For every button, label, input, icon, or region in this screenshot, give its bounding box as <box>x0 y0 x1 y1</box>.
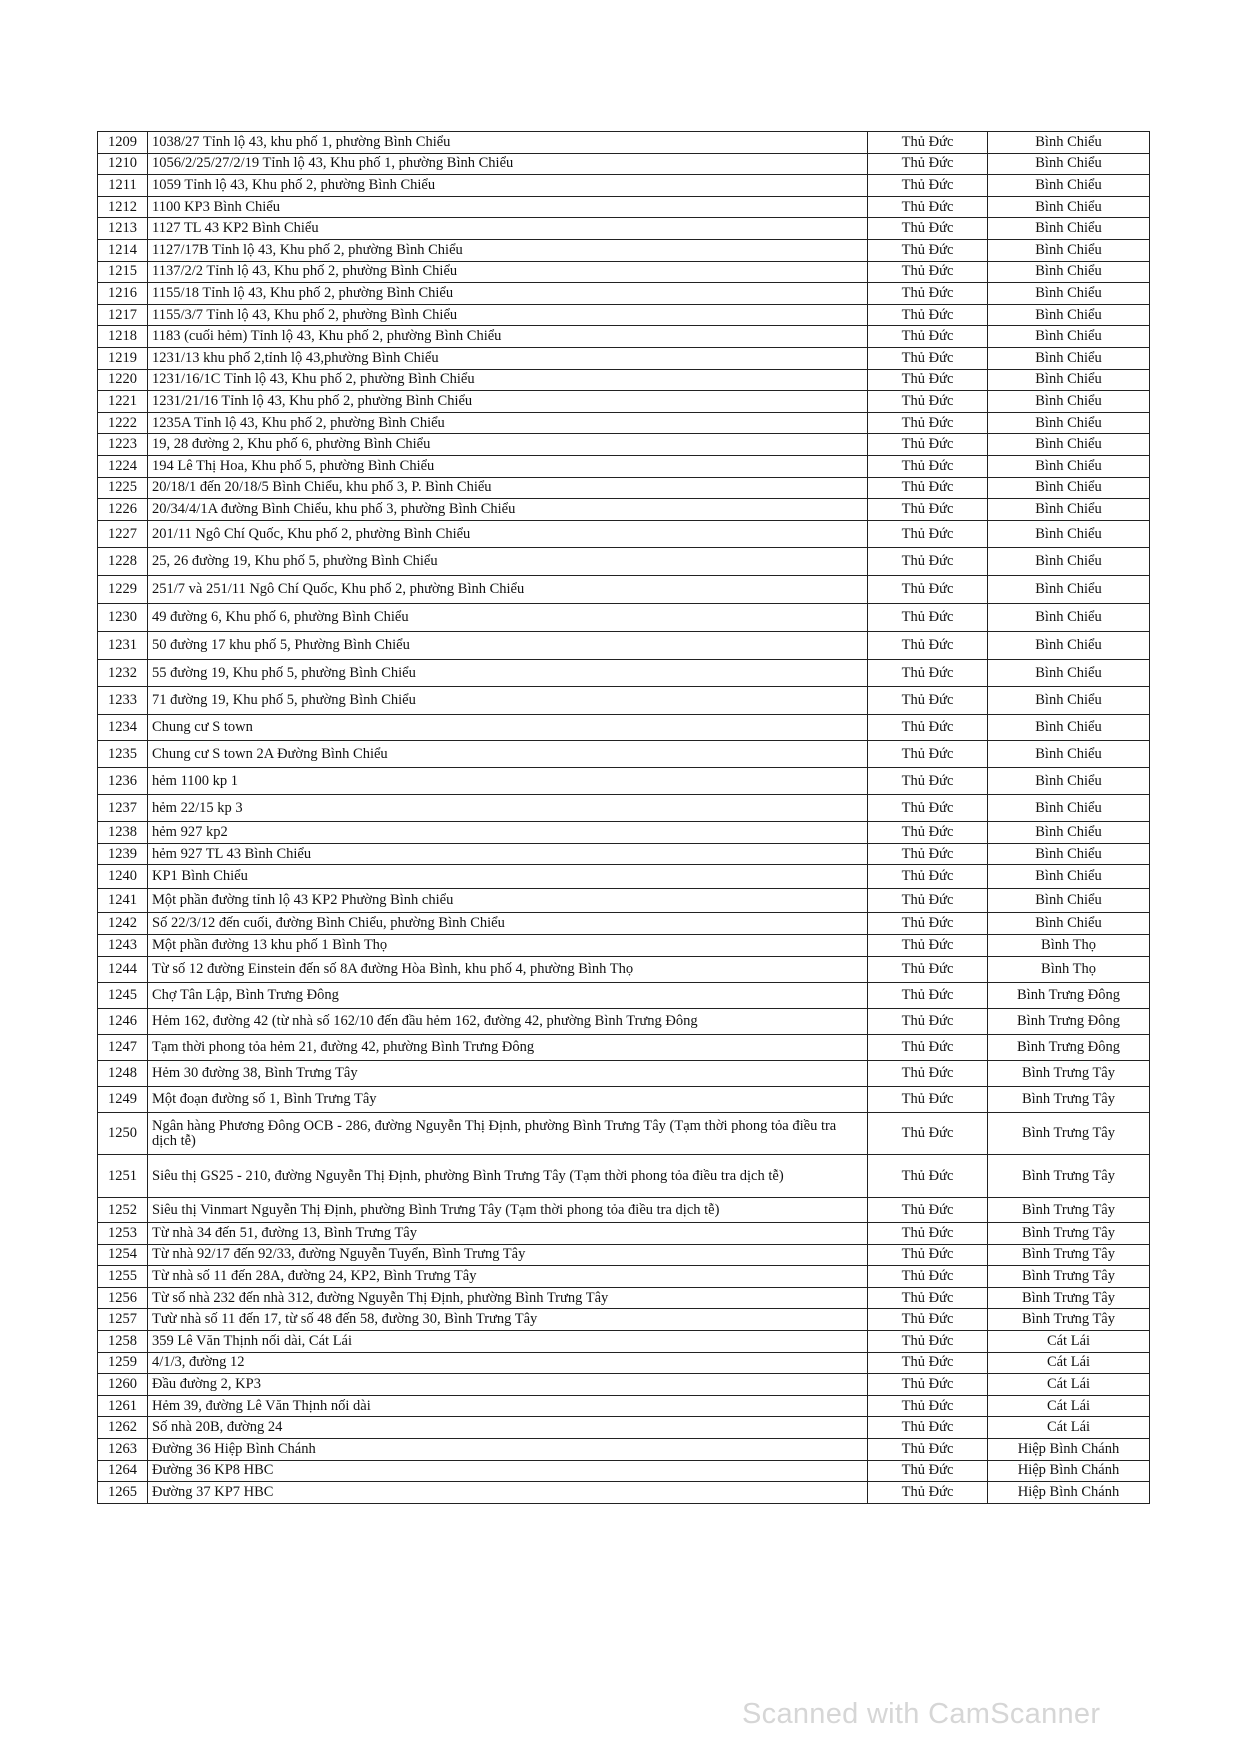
address-cell: 194 Lê Thị Hoa, Khu phố 5, phường Bình Chiểu <box>148 455 868 477</box>
row-number: 1215 <box>98 261 148 283</box>
row-number: 1221 <box>98 391 148 413</box>
ward-cell: Bình Chiểu <box>988 499 1150 521</box>
table-row <box>98 412 1150 434</box>
ward-cell: Bình Chiểu <box>988 604 1150 632</box>
address-cell: Hẻm 30 đường 38, Bình Trưng Tây <box>148 1061 868 1087</box>
address-cell: Từ số nhà 232 đến nhà 312, đường Nguyễn Thị Định, phường Bình Trưng Tây <box>148 1287 868 1309</box>
district-cell: Thủ Đức <box>868 1061 988 1087</box>
district-cell: Thủ Đức <box>868 889 988 913</box>
row-number: 1240 <box>98 865 148 889</box>
table-row <box>98 391 1150 413</box>
ward-cell: Bình Chiểu <box>988 715 1150 741</box>
ward-cell: Bình Chiểu <box>988 822 1150 844</box>
table-row <box>98 261 1150 283</box>
row-number: 1258 <box>98 1331 148 1353</box>
row-number: 1229 <box>98 576 148 604</box>
ward-cell: Bình Thọ <box>988 935 1150 957</box>
district-cell: Thủ Đức <box>868 326 988 348</box>
address-cell: Từ nhà 34 đến 51, đường 13, Bình Trưng Tây <box>148 1223 868 1245</box>
ward-cell: Hiệp Bình Chánh <box>988 1460 1150 1482</box>
district-cell: Thủ Đức <box>868 843 988 865</box>
ward-cell: Bình Trưng Tây <box>988 1223 1150 1245</box>
table-row <box>98 768 1150 795</box>
address-cell: Đầu đường 2, KP3 <box>148 1374 868 1396</box>
camscanner-watermark: Scanned with CamScanner <box>742 1698 1101 1730</box>
ward-cell: Cát Lái <box>988 1352 1150 1374</box>
row-number: 1253 <box>98 1223 148 1245</box>
address-cell: 49 đường 6, Khu phố 6, phường Bình Chiểu <box>148 604 868 632</box>
row-number: 1232 <box>98 659 148 687</box>
address-cell: 1127/17B Tỉnh lộ 43, Khu phố 2, phường Bình Chiểu <box>148 239 868 261</box>
address-cell: 1231/21/16 Tỉnh lộ 43, Khu phố 2, phường Bình Chiểu <box>148 391 868 413</box>
address-cell: Từ số 12 đường Einstein đến số 8A đường Hòa Bình, khu phố 4, phường Bình Thọ <box>148 957 868 983</box>
table-row <box>98 659 1150 687</box>
district-cell: Thủ Đức <box>868 865 988 889</box>
row-number: 1257 <box>98 1309 148 1331</box>
row-number: 1264 <box>98 1460 148 1482</box>
table-row <box>98 477 1150 499</box>
district-cell: Thủ Đức <box>868 1417 988 1439</box>
table-row <box>98 153 1150 175</box>
table-row <box>98 1460 1150 1482</box>
row-number: 1239 <box>98 843 148 865</box>
row-number: 1223 <box>98 434 148 456</box>
row-number: 1242 <box>98 913 148 935</box>
table-body <box>98 132 1150 1504</box>
address-cell: Tưừ nhà số 11 đến 17, từ số 48 đến 58, đường 30, Bình Trưng Tây <box>148 1309 868 1331</box>
ward-cell: Bình Chiểu <box>988 455 1150 477</box>
district-cell: Thủ Đức <box>868 175 988 197</box>
ward-cell: Bình Chiểu <box>988 631 1150 659</box>
table-row <box>98 326 1150 348</box>
ward-cell: Bình Trưng Tây <box>988 1061 1150 1087</box>
district-cell: Thủ Đức <box>868 659 988 687</box>
district-cell: Thủ Đức <box>868 434 988 456</box>
district-cell: Thủ Đức <box>868 1482 988 1504</box>
ward-cell: Bình Chiểu <box>988 795 1150 822</box>
table-row <box>98 957 1150 983</box>
table-row <box>98 132 1150 154</box>
ward-cell: Bình Chiểu <box>988 412 1150 434</box>
row-number: 1262 <box>98 1417 148 1439</box>
ward-cell: Bình Trưng Tây <box>988 1287 1150 1309</box>
row-number: 1224 <box>98 455 148 477</box>
district-cell: Thủ Đức <box>868 957 988 983</box>
district-cell: Thủ Đức <box>868 983 988 1009</box>
row-number: 1254 <box>98 1244 148 1266</box>
address-cell: 1183 (cuối hẻm) Tỉnh lộ 43, Khu phố 2, phường Bình Chiểu <box>148 326 868 348</box>
ward-cell: Bình Chiểu <box>988 865 1150 889</box>
address-cell: Một phần đường tỉnh lộ 43 KP2 Phường Bình chiểu <box>148 889 868 913</box>
address-cell: 359 Lê Văn Thịnh nối dài, Cát Lái <box>148 1331 868 1353</box>
table-row <box>98 1244 1150 1266</box>
table-row <box>98 347 1150 369</box>
address-cell: Từ nhà số 11 đến 28A, đường 24, KP2, Bình Trưng Tây <box>148 1266 868 1288</box>
table-row <box>98 1223 1150 1245</box>
table-row <box>98 239 1150 261</box>
row-number: 1250 <box>98 1113 148 1155</box>
table-row <box>98 1395 1150 1417</box>
ward-cell: Hiệp Bình Chánh <box>988 1438 1150 1460</box>
ward-cell: Bình Chiểu <box>988 369 1150 391</box>
table-row <box>98 715 1150 741</box>
table-row <box>98 1352 1150 1374</box>
table-row <box>98 196 1150 218</box>
ward-cell: Bình Chiểu <box>988 347 1150 369</box>
ward-cell: Bình Chiểu <box>988 477 1150 499</box>
district-cell: Thủ Đức <box>868 1287 988 1309</box>
address-cell: 1038/27 Tỉnh lộ 43, khu phố 1, phường Bình Chiểu <box>148 132 868 154</box>
row-number: 1217 <box>98 304 148 326</box>
ward-cell: Bình Chiểu <box>988 261 1150 283</box>
district-cell: Thủ Đức <box>868 795 988 822</box>
address-cell: 1155/18 Tỉnh lộ 43, Khu phố 2, phường Bình Chiểu <box>148 283 868 305</box>
ward-cell: Bình Chiểu <box>988 391 1150 413</box>
table-row <box>98 687 1150 715</box>
address-cell: Một đoạn đường số 1, Bình Trưng Tây <box>148 1087 868 1113</box>
district-cell: Thủ Đức <box>868 153 988 175</box>
table-row <box>98 631 1150 659</box>
ward-cell: Bình Trưng Tây <box>988 1198 1150 1223</box>
address-cell: 1235A Tỉnh lộ 43, Khu phố 2, phường Bình Chiểu <box>148 412 868 434</box>
address-cell: Một phần đường 13 khu phố 1 Bình Thọ <box>148 935 868 957</box>
row-number: 1214 <box>98 239 148 261</box>
address-cell: 71 đường 19, Khu phố 5, phường Bình Chiểu <box>148 687 868 715</box>
district-cell: Thủ Đức <box>868 477 988 499</box>
table-row <box>98 1087 1150 1113</box>
table-row <box>98 175 1150 197</box>
row-number: 1259 <box>98 1352 148 1374</box>
ward-cell: Cát Lái <box>988 1374 1150 1396</box>
district-cell: Thủ Đức <box>868 132 988 154</box>
row-number: 1213 <box>98 218 148 240</box>
table-row <box>98 434 1150 456</box>
ward-cell: Bình Chiểu <box>988 548 1150 576</box>
district-cell: Thủ Đức <box>868 369 988 391</box>
address-cell: hẻm 927 kp2 <box>148 822 868 844</box>
ward-cell: Bình Trưng Tây <box>988 1244 1150 1266</box>
district-cell: Thủ Đức <box>868 1374 988 1396</box>
row-number: 1261 <box>98 1395 148 1417</box>
table-row <box>98 604 1150 632</box>
table-row <box>98 1417 1150 1439</box>
table-row <box>98 741 1150 768</box>
table-row <box>98 283 1150 305</box>
district-cell: Thủ Đức <box>868 741 988 768</box>
district-cell: Thủ Đức <box>868 1223 988 1245</box>
ward-cell: Bình Chiểu <box>988 326 1150 348</box>
district-cell: Thủ Đức <box>868 1266 988 1288</box>
row-number: 1246 <box>98 1009 148 1035</box>
table-row <box>98 520 1150 548</box>
district-cell: Thủ Đức <box>868 822 988 844</box>
ward-cell: Bình Chiểu <box>988 153 1150 175</box>
ward-cell: Bình Chiểu <box>988 913 1150 935</box>
ward-cell: Bình Chiểu <box>988 520 1150 548</box>
address-cell: Đường 37 KP7 HBC <box>148 1482 868 1504</box>
address-cell: 201/11 Ngô Chí Quốc, Khu phố 2, phường Bình Chiểu <box>148 520 868 548</box>
district-cell: Thủ Đức <box>868 1352 988 1374</box>
district-cell: Thủ Đức <box>868 935 988 957</box>
table-row <box>98 1482 1150 1504</box>
district-cell: Thủ Đức <box>868 1460 988 1482</box>
address-cell: Đường 36 Hiệp Bình Chánh <box>148 1438 868 1460</box>
ward-cell: Bình Thọ <box>988 957 1150 983</box>
address-cell: Ngân hàng Phương Đông OCB - 286, đường Nguyễn Thị Định, phường Bình Trưng Tây (Tạm thời phong tỏa điều tra dịch tễ) <box>148 1113 868 1155</box>
address-cell: 1127 TL 43 KP2 Bình Chiểu <box>148 218 868 240</box>
row-number: 1238 <box>98 822 148 844</box>
lockdown-address-table <box>97 131 1150 1504</box>
table-row <box>98 1438 1150 1460</box>
ward-cell: Bình Trưng Tây <box>988 1155 1150 1198</box>
district-cell: Thủ Đức <box>868 1438 988 1460</box>
address-cell: 1059 Tỉnh lộ 43, Khu phố 2, phường Bình Chiểu <box>148 175 868 197</box>
ward-cell: Bình Trưng Đông <box>988 1009 1150 1035</box>
ward-cell: Bình Chiểu <box>988 196 1150 218</box>
district-cell: Thủ Đức <box>868 455 988 477</box>
row-number: 1237 <box>98 795 148 822</box>
table-row <box>98 935 1150 957</box>
address-cell: Tạm thời phong tỏa hẻm 21, đường 42, phường Bình Trưng Đông <box>148 1035 868 1061</box>
row-number: 1236 <box>98 768 148 795</box>
ward-cell: Hiệp Bình Chánh <box>988 1482 1150 1504</box>
ward-cell: Cát Lái <box>988 1417 1150 1439</box>
district-cell: Thủ Đức <box>868 715 988 741</box>
row-number: 1211 <box>98 175 148 197</box>
address-cell: Chung cư S town 2A Đường Bình Chiểu <box>148 741 868 768</box>
row-number: 1244 <box>98 957 148 983</box>
table-row <box>98 1113 1150 1155</box>
address-cell: hẻm 1100 kp 1 <box>148 768 868 795</box>
table-row <box>98 1155 1150 1198</box>
table-row <box>98 1035 1150 1061</box>
ward-cell: Bình Chiểu <box>988 741 1150 768</box>
district-cell: Thủ Đức <box>868 913 988 935</box>
ward-cell: Bình Chiểu <box>988 576 1150 604</box>
district-cell: Thủ Đức <box>868 1198 988 1223</box>
address-cell: Hẻm 162, đường 42 (từ nhà số 162/10 đến đầu hẻm 162, đường 42, phường Bình Trưng Đông <box>148 1009 868 1035</box>
district-cell: Thủ Đức <box>868 1244 988 1266</box>
address-cell: Siêu thị Vinmart Nguyễn Thị Định, phường Bình Trưng Tây (Tạm thời phong tỏa điều tra dịch tễ) <box>148 1198 868 1223</box>
table-row <box>98 548 1150 576</box>
district-cell: Thủ Đức <box>868 391 988 413</box>
document-page <box>97 131 1149 1504</box>
district-cell: Thủ Đức <box>868 239 988 261</box>
ward-cell: Bình Chiểu <box>988 768 1150 795</box>
district-cell: Thủ Đức <box>868 1087 988 1113</box>
district-cell: Thủ Đức <box>868 604 988 632</box>
ward-cell: Bình Chiểu <box>988 843 1150 865</box>
row-number: 1209 <box>98 132 148 154</box>
ward-cell: Bình Chiểu <box>988 283 1150 305</box>
table-row <box>98 983 1150 1009</box>
row-number: 1265 <box>98 1482 148 1504</box>
district-cell: Thủ Đức <box>868 1113 988 1155</box>
ward-cell: Bình Chiểu <box>988 175 1150 197</box>
address-cell: 251/7 và 251/11 Ngô Chí Quốc, Khu phố 2, phường Bình Chiểu <box>148 576 868 604</box>
address-cell: 1100 KP3 Bình Chiểu <box>148 196 868 218</box>
row-number: 1219 <box>98 347 148 369</box>
address-cell: KP1 Bình Chiểu <box>148 865 868 889</box>
address-cell: 20/34/4/1A đường Bình Chiểu, khu phố 3, phường Bình Chiểu <box>148 499 868 521</box>
district-cell: Thủ Đức <box>868 1009 988 1035</box>
district-cell: Thủ Đức <box>868 1395 988 1417</box>
row-number: 1234 <box>98 715 148 741</box>
address-cell: Siêu thị GS25 - 210, đường Nguyễn Thị Định, phường Bình Trưng Tây (Tạm thời phong tỏa điều tra dịch tễ) <box>148 1155 868 1198</box>
row-number: 1243 <box>98 935 148 957</box>
district-cell: Thủ Đức <box>868 631 988 659</box>
table-row <box>98 822 1150 844</box>
district-cell: Thủ Đức <box>868 412 988 434</box>
table-row <box>98 1287 1150 1309</box>
address-cell: 4/1/3, đường 12 <box>148 1352 868 1374</box>
ward-cell: Bình Chiểu <box>988 889 1150 913</box>
row-number: 1249 <box>98 1087 148 1113</box>
ward-cell: Bình Trưng Đông <box>988 1035 1150 1061</box>
row-number: 1256 <box>98 1287 148 1309</box>
row-number: 1263 <box>98 1438 148 1460</box>
district-cell: Thủ Đức <box>868 1331 988 1353</box>
ward-cell: Bình Trưng Đông <box>988 983 1150 1009</box>
row-number: 1247 <box>98 1035 148 1061</box>
address-cell: hẻm 22/15 kp 3 <box>148 795 868 822</box>
ward-cell: Bình Chiểu <box>988 434 1150 456</box>
row-number: 1218 <box>98 326 148 348</box>
table-row <box>98 499 1150 521</box>
address-cell: 1155/3/7 Tỉnh lộ 43, Khu phố 2, phường Bình Chiểu <box>148 304 868 326</box>
row-number: 1241 <box>98 889 148 913</box>
ward-cell: Bình Chiểu <box>988 659 1150 687</box>
row-number: 1212 <box>98 196 148 218</box>
table-row <box>98 218 1150 240</box>
row-number: 1216 <box>98 283 148 305</box>
district-cell: Thủ Đức <box>868 283 988 305</box>
ward-cell: Bình Chiểu <box>988 304 1150 326</box>
table-row <box>98 455 1150 477</box>
row-number: 1251 <box>98 1155 148 1198</box>
address-cell: 20/18/1 đến 20/18/5 Bình Chiểu, khu phố 3, P. Bình Chiểu <box>148 477 868 499</box>
table-row <box>98 1061 1150 1087</box>
address-cell: 1056/2/25/27/2/19 Tỉnh lộ 43, Khu phố 1, phường Bình Chiểu <box>148 153 868 175</box>
row-number: 1235 <box>98 741 148 768</box>
ward-cell: Bình Trưng Tây <box>988 1266 1150 1288</box>
district-cell: Thủ Đức <box>868 1309 988 1331</box>
district-cell: Thủ Đức <box>868 576 988 604</box>
row-number: 1260 <box>98 1374 148 1396</box>
district-cell: Thủ Đức <box>868 687 988 715</box>
row-number: 1233 <box>98 687 148 715</box>
row-number: 1245 <box>98 983 148 1009</box>
address-cell: hẻm 927 TL 43 Bình Chiểu <box>148 843 868 865</box>
row-number: 1255 <box>98 1266 148 1288</box>
district-cell: Thủ Đức <box>868 499 988 521</box>
ward-cell: Bình Trưng Tây <box>988 1309 1150 1331</box>
ward-cell: Bình Chiểu <box>988 218 1150 240</box>
ward-cell: Bình Trưng Tây <box>988 1113 1150 1155</box>
address-cell: 19, 28 đường 2, Khu phố 6, phường Bình Chiểu <box>148 434 868 456</box>
district-cell: Thủ Đức <box>868 347 988 369</box>
address-cell: 25, 26 đường 19, Khu phố 5, phường Bình Chiểu <box>148 548 868 576</box>
address-cell: Chợ Tân Lập, Bình Trưng Đông <box>148 983 868 1009</box>
address-cell: Số 22/3/12 đến cuối, đường Bình Chiểu, phường Bình Chiểu <box>148 913 868 935</box>
row-number: 1226 <box>98 499 148 521</box>
district-cell: Thủ Đức <box>868 548 988 576</box>
district-cell: Thủ Đức <box>868 196 988 218</box>
table-row <box>98 913 1150 935</box>
district-cell: Thủ Đức <box>868 1155 988 1198</box>
ward-cell: Bình Chiểu <box>988 687 1150 715</box>
address-cell: Hẻm 39, đường Lê Văn Thịnh nối dài <box>148 1395 868 1417</box>
district-cell: Thủ Đức <box>868 520 988 548</box>
table-row <box>98 576 1150 604</box>
district-cell: Thủ Đức <box>868 304 988 326</box>
district-cell: Thủ Đức <box>868 218 988 240</box>
district-cell: Thủ Đức <box>868 1035 988 1061</box>
address-cell: Chung cư S town <box>148 715 868 741</box>
row-number: 1252 <box>98 1198 148 1223</box>
row-number: 1230 <box>98 604 148 632</box>
row-number: 1225 <box>98 477 148 499</box>
row-number: 1220 <box>98 369 148 391</box>
address-cell: 1231/13 khu phố 2,tỉnh lộ 43,phường Bình Chiểu <box>148 347 868 369</box>
district-cell: Thủ Đức <box>868 768 988 795</box>
table-row <box>98 1331 1150 1353</box>
row-number: 1227 <box>98 520 148 548</box>
row-number: 1231 <box>98 631 148 659</box>
table-row <box>98 1266 1150 1288</box>
table-row <box>98 1309 1150 1331</box>
address-cell: 55 đường 19, Khu phố 5, phường Bình Chiểu <box>148 659 868 687</box>
address-cell: 50 đường 17 khu phố 5, Phường Bình Chiểu <box>148 631 868 659</box>
row-number: 1222 <box>98 412 148 434</box>
table-row <box>98 795 1150 822</box>
table-row <box>98 1009 1150 1035</box>
table-row <box>98 1198 1150 1223</box>
table-row <box>98 843 1150 865</box>
district-cell: Thủ Đức <box>868 261 988 283</box>
row-number: 1228 <box>98 548 148 576</box>
table-row <box>98 865 1150 889</box>
table-row <box>98 1374 1150 1396</box>
row-number: 1248 <box>98 1061 148 1087</box>
address-cell: Từ nhà 92/17 đến 92/33, đường Nguyễn Tuyển, Bình Trưng Tây <box>148 1244 868 1266</box>
address-cell: 1231/16/1C Tỉnh lộ 43, Khu phố 2, phường Bình Chiểu <box>148 369 868 391</box>
ward-cell: Bình Chiểu <box>988 239 1150 261</box>
ward-cell: Cát Lái <box>988 1395 1150 1417</box>
ward-cell: Bình Chiểu <box>988 132 1150 154</box>
table-row <box>98 304 1150 326</box>
table-row <box>98 889 1150 913</box>
address-cell: Số nhà 20B, đường 24 <box>148 1417 868 1439</box>
table-row <box>98 369 1150 391</box>
address-cell: Đường 36 KP8 HBC <box>148 1460 868 1482</box>
ward-cell: Bình Trưng Tây <box>988 1087 1150 1113</box>
address-cell: 1137/2/2 Tỉnh lộ 43, Khu phố 2, phường Bình Chiểu <box>148 261 868 283</box>
row-number: 1210 <box>98 153 148 175</box>
ward-cell: Cát Lái <box>988 1331 1150 1353</box>
